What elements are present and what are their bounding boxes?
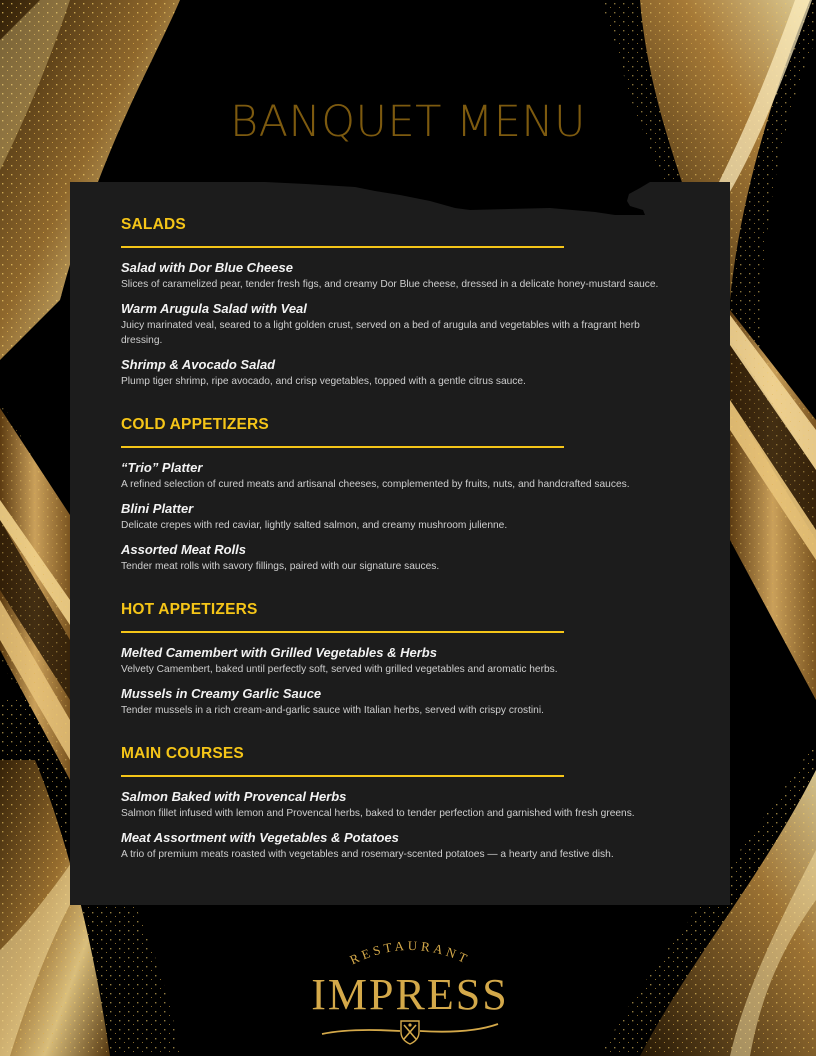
menu-section-hot-appetizers [121, 600, 681, 718]
menu-content [121, 215, 681, 888]
menu-item [121, 645, 681, 677]
item-name: Melted Camembert with Grilled Vegetables & Herbs [121, 645, 437, 660]
item-description: Plump tiger shrimp, ripe avocado, and crisp vegetables, topped with a gentle citrus sauce. [121, 376, 526, 387]
menu-item [121, 789, 681, 821]
item-description: Juicy marinated veal, seared to a light golden crust, served on a bed of arugula and vegetables with a fragrant herb dressing. [121, 320, 640, 346]
item-name: Meat Assortment with Vegetables & Potatoes [121, 830, 399, 845]
menu-item [121, 542, 681, 574]
item-name: “Trio” Platter [121, 460, 203, 475]
item-description: A trio of premium meats roasted with vegetables and rosemary-scented potatoes — a hearty and festive dish. [121, 849, 614, 860]
item-name: Assorted Meat Rolls [121, 542, 246, 557]
section-title: HOT APPETIZERS [121, 601, 258, 618]
item-description: Delicate crepes with red caviar, lightly salted salmon, and creamy mushroom julienne. [121, 520, 508, 531]
item-description: Velvety Camembert, baked until perfectly soft, served with grilled vegetables and aromatic herbs. [121, 664, 558, 675]
menu-item [121, 460, 681, 492]
item-name: Salmon Baked with Provencal Herbs [121, 789, 347, 804]
menu-item [121, 501, 681, 533]
menu-item [121, 830, 681, 862]
svg-text:RESTAURANT: RESTAURANT [347, 937, 473, 968]
item-description: Tender mussels in a rich cream-and-garlic sauce with Italian herbs, served with crispy crostini. [121, 705, 544, 716]
menu-item [121, 260, 681, 292]
restaurant-logo [290, 925, 530, 1050]
item-description: A refined selection of cured meats and artisanal cheeses, complemented by fruits, nuts, and handcrafted sauces. [121, 479, 630, 490]
menu-card [70, 182, 730, 905]
menu-section-main-courses [121, 744, 681, 862]
item-name: Salad with Dor Blue Cheese [121, 260, 293, 275]
menu-section-salads [121, 215, 681, 389]
page-title: BANQUET MENU [229, 97, 587, 147]
crossed-fork-knife-shield-icon [401, 1021, 419, 1044]
section-divider [121, 246, 564, 248]
item-description: Salmon fillet infused with lemon and Provencal herbs, baked to tender perfection and garnished with fresh greens. [121, 808, 635, 819]
item-name: Shrimp & Avocado Salad [121, 357, 276, 372]
section-divider [121, 446, 564, 448]
menu-item [121, 686, 681, 718]
item-name: Warm Arugula Salad with Veal [121, 301, 307, 316]
menu-section-cold-appetizers [121, 415, 681, 574]
item-name: Mussels in Creamy Garlic Sauce [121, 686, 322, 701]
logo-flourish [290, 1017, 530, 1047]
section-divider [121, 775, 564, 777]
menu-item [121, 301, 681, 348]
section-title: MAIN COURSES [121, 745, 244, 762]
item-description: Tender meat rolls with savory fillings, paired with our signature sauces. [121, 561, 440, 572]
section-title: COLD APPETIZERS [121, 416, 269, 433]
item-description: Slices of caramelized pear, tender fresh figs, and creamy Dor Blue cheese, dressed in a delicate honey-mustard sauce. [121, 279, 659, 290]
section-title: SALADS [121, 216, 186, 233]
item-name: Blini Platter [121, 501, 194, 516]
menu-item [121, 357, 681, 389]
logo-wordmark: IMPRESS [311, 970, 509, 1019]
section-divider [121, 631, 564, 633]
